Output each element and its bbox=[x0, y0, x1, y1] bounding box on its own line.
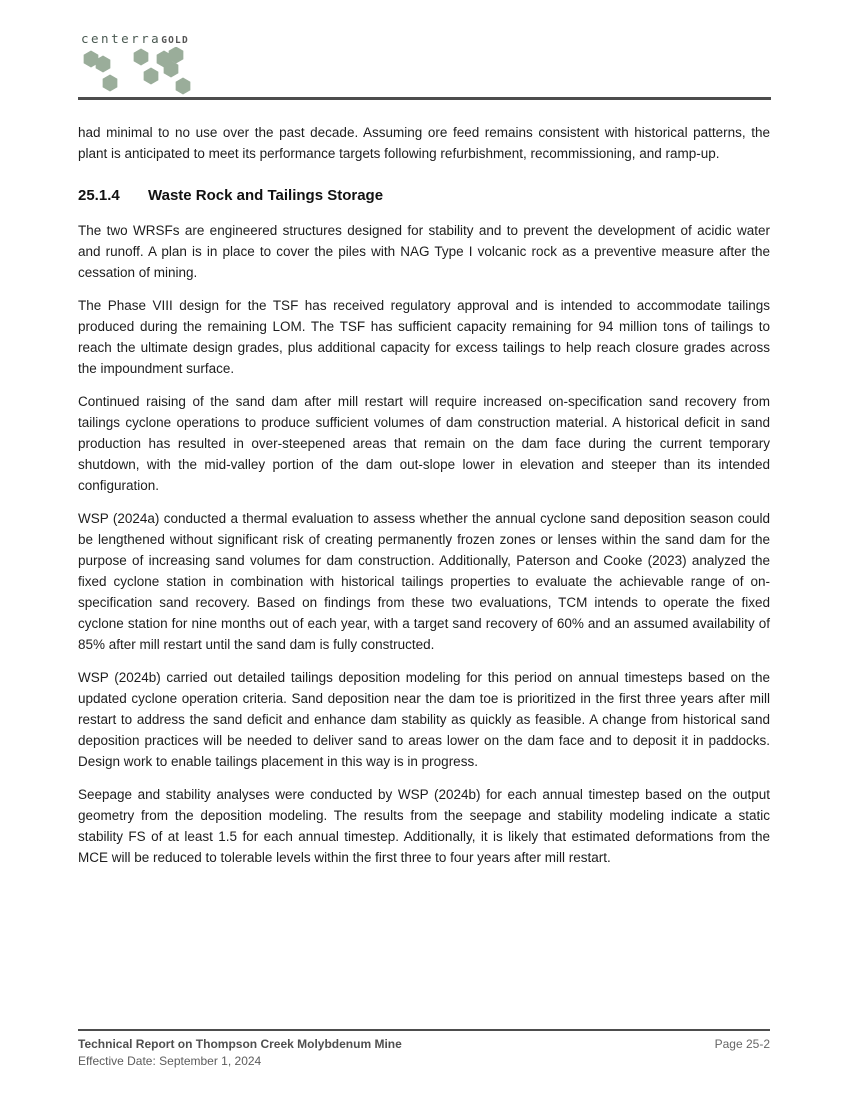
section-number: 25.1.4 bbox=[78, 187, 120, 204]
document-body bbox=[78, 122, 770, 880]
body-paragraph: WSP (2024a) conducted a thermal evaluation to assess whether the annual cyclone sand deposition season could be lengthened without significant risk of creating permanently frozen zones or lenses within the sand dam for the purpose of increasing sand volumes for dam construction. Additionally, Paterson and Cooke (2023) analyzed the fixed cyclone station in combination with historical tailings properties to evaluate the achievable range of on-specification sand recovery. Based on findings from these two evaluations, TCM intends to operate the fixed cyclone station for nine months out of each year, with a target sand recovery of 60% and an assumed availability of 85% after mill restart until the sand dam is fully constructed. bbox=[78, 511, 770, 652]
footer-page-number: Page 25-2 bbox=[714, 1037, 770, 1051]
footer-effective-date: Effective Date: September 1, 2024 bbox=[78, 1054, 262, 1068]
section-heading bbox=[78, 186, 770, 205]
body-paragraph: Seepage and stability analyses were conducted by WSP (2024b) for each annual timestep based on the output geometry from the deposition modeling. The results from the seepage and stability modeling indicate a static stability FS of at least 1.5 for each annual timestep. Additionally, it is likely that estimated deformations from the MCE will be reduced to tolerable levels within the first three to four years after mill restart. bbox=[78, 787, 770, 865]
footer-report-title: Technical Report on Thompson Creek Molybdenum Mine bbox=[78, 1037, 402, 1051]
logo-suffix-text: GOLD bbox=[161, 35, 189, 46]
hexagon-cluster-logo-icon bbox=[79, 47, 199, 99]
body-paragraph: The two WRSFs are engineered structures designed for stability and to prevent the development of acidic water and runoff. A plan is in place to cover the piles with NAG Type I volcanic rock as a preventive measure after the cessation of mining. bbox=[78, 223, 770, 280]
page-footer bbox=[78, 1029, 770, 1069]
body-paragraph: WSP (2024b) carried out detailed tailings deposition modeling for this period on annual timesteps based on the updated cyclone operation criteria. Sand deposition near the dam toe is prioritized in the first three years after mill restart to address the sand deficit and enhance dam stability as quickly as feasible. A change from historical sand deposition practices will be needed to deliver sand to areas lower on the dam face and to deposit it in paddocks. Design work to enable tailings placement in this way is in progress. bbox=[78, 670, 770, 769]
body-paragraph: Continued raising of the sand dam after mill restart will require increased on-specification sand recovery from tailings cyclone operations to produce sufficient volumes of dam construction material. A historical deficit in sand production has resulted in over-steepened areas that remain on the dam face during the current temporary shutdown, with the mid-valley portion of the dam out-slope lower in elevation and steeper than its intended configuration. bbox=[78, 394, 770, 493]
centerra-gold-logo bbox=[81, 31, 771, 46]
body-paragraph: The Phase VIII design for the TSF has received regulatory approval and is intended to accommodate tailings produced during the remaining LOM. The TSF has sufficient capacity remaining for 94 million tons of tailings to reach the ultimate design grades, plus additional capacity for excess tailings to help reach closure grades across the impoundment surface. bbox=[78, 298, 770, 376]
page-header bbox=[78, 27, 771, 100]
intro-paragraph: had minimal to no use over the past decade. Assuming ore feed remains consistent with historical patterns, the plant is anticipated to meet its performance targets following refurbishment, recommissioning, and ramp-up. bbox=[78, 125, 770, 161]
footer-top-row bbox=[78, 1036, 770, 1052]
logo-brand-text: centerra bbox=[81, 31, 162, 46]
section-title: Waste Rock and Tailings Storage bbox=[148, 187, 384, 204]
